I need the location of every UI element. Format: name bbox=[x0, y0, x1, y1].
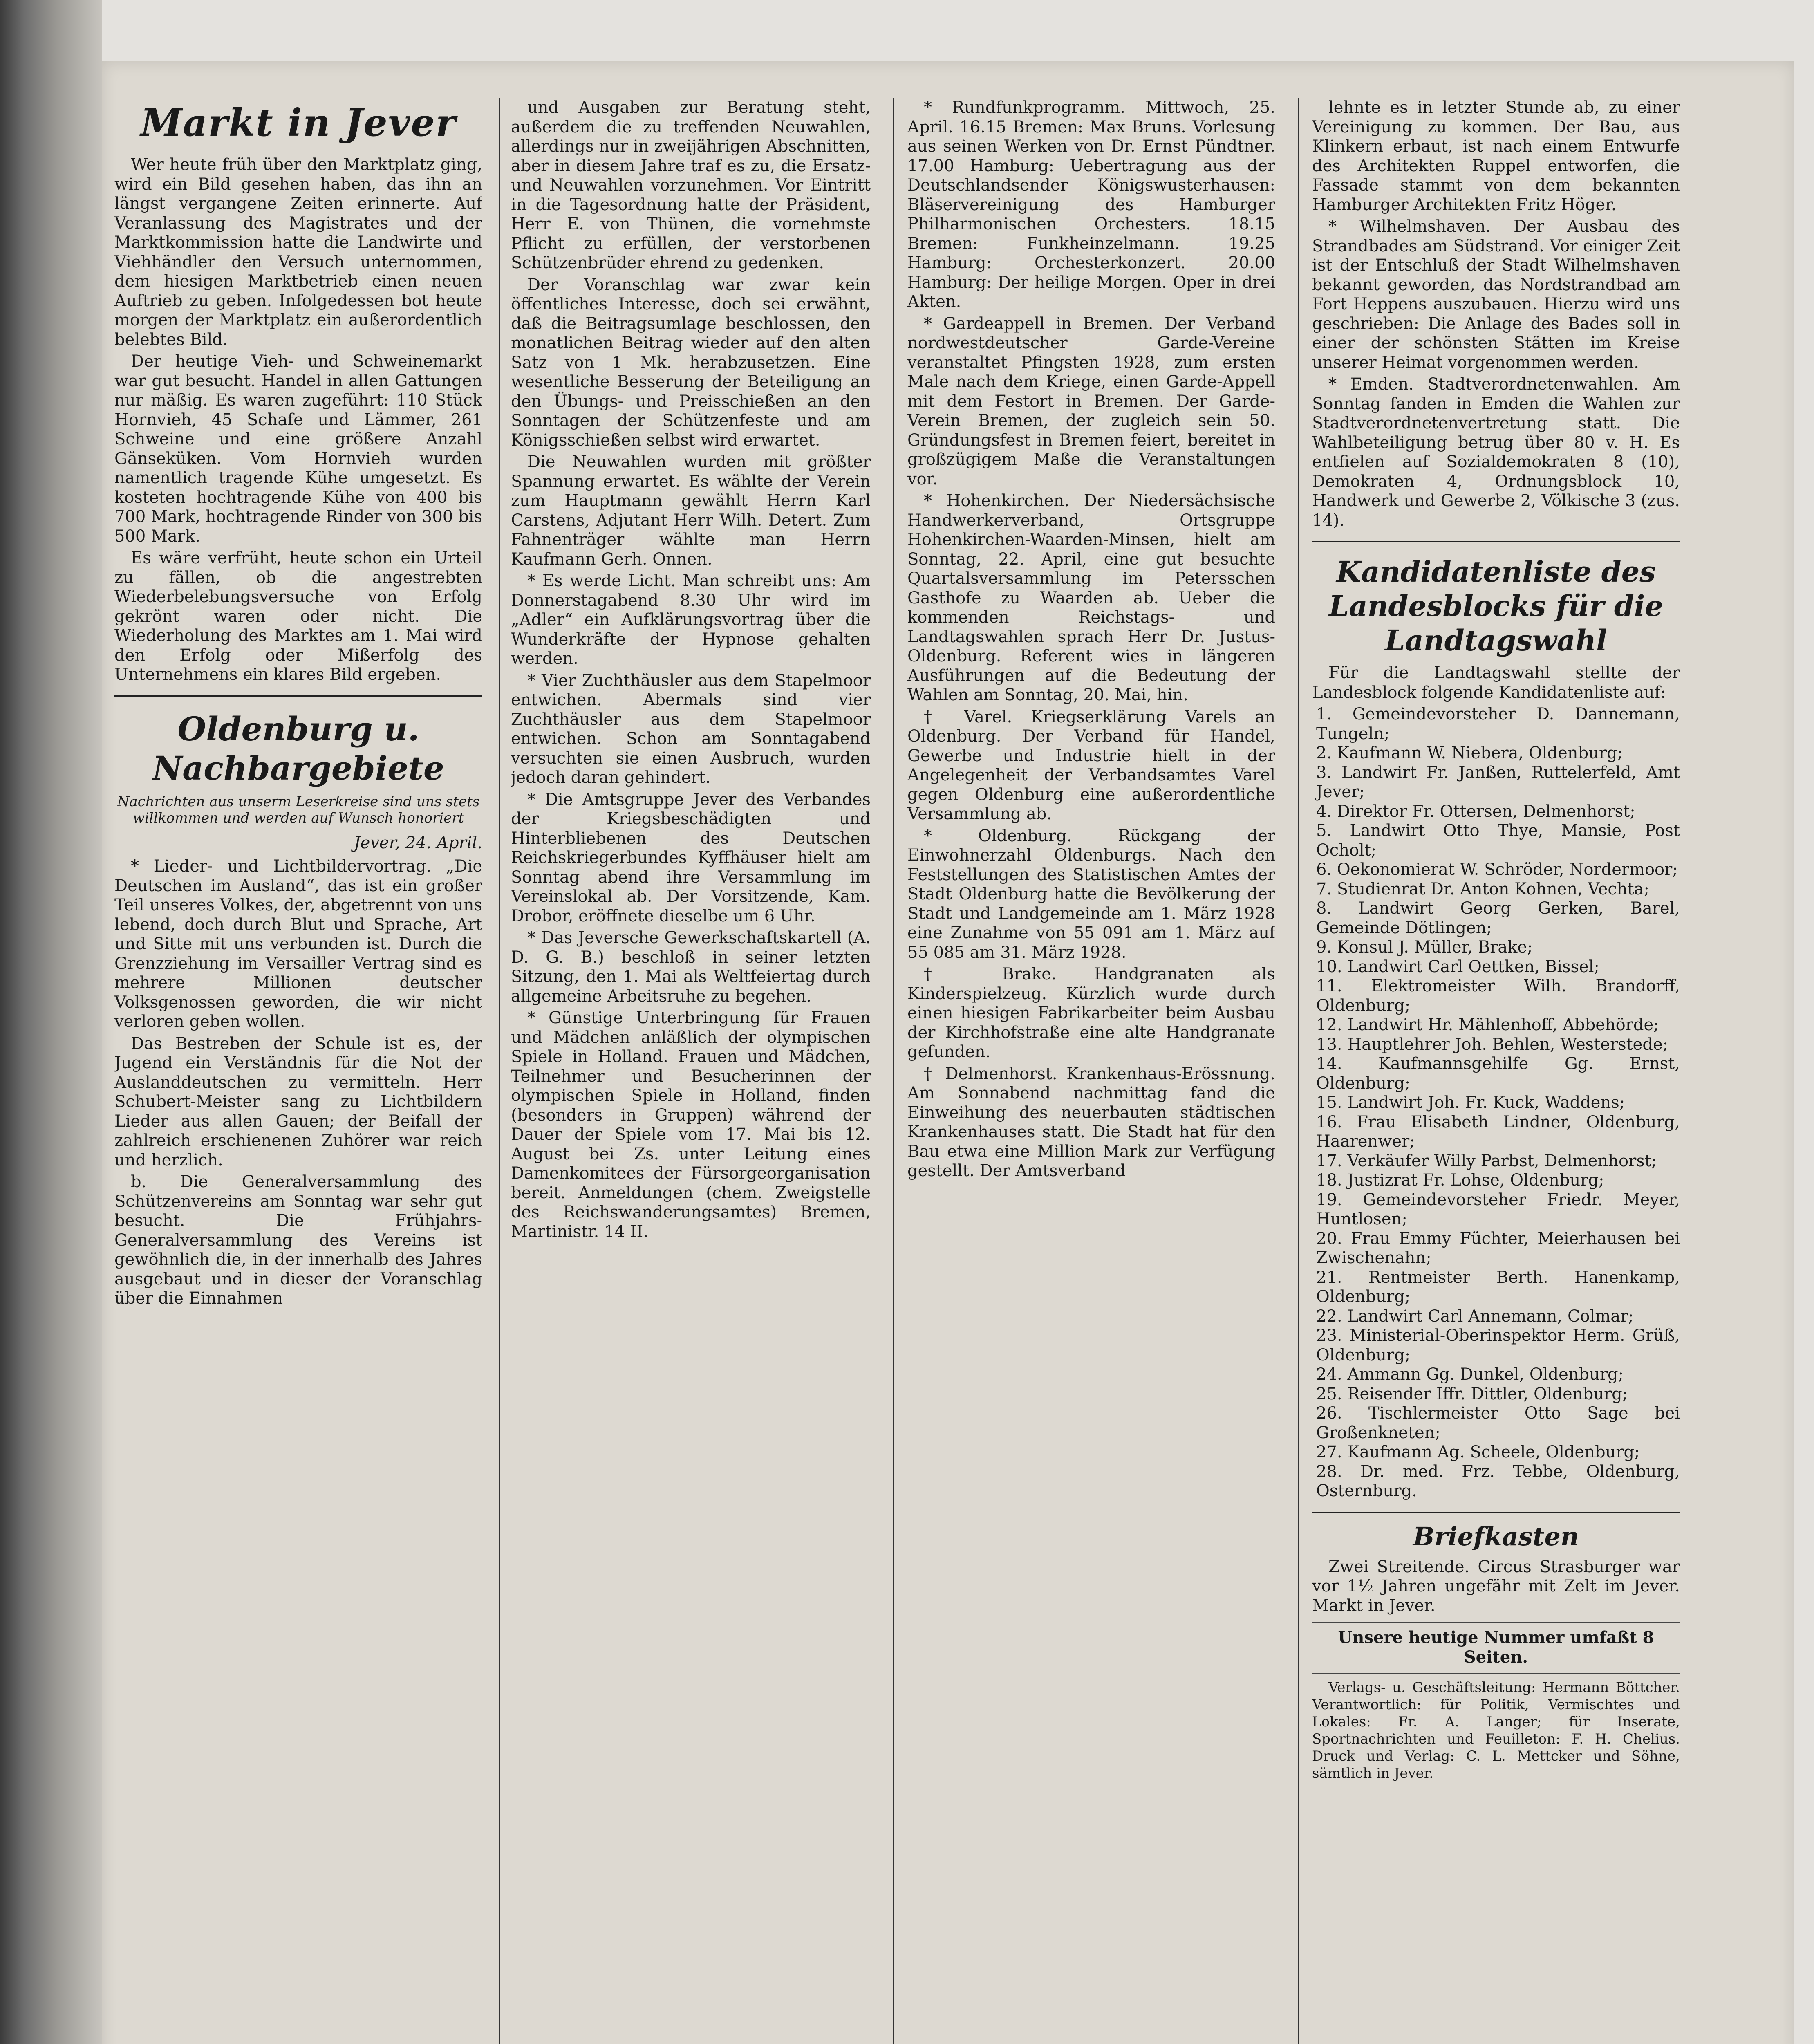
kandidat-item: 2. Kaufmann W. Niebera, Oldenburg; bbox=[1316, 744, 1623, 762]
column-rule bbox=[893, 98, 894, 2044]
kandidat-item: 13. Hauptlehrer Joh. Behlen, Westerstede; bbox=[1316, 1035, 1668, 1054]
kandidat-item: 9. Konsul J. Müller, Brake; bbox=[1316, 938, 1533, 957]
dateline: Jever, 24. April. bbox=[354, 833, 482, 852]
article-paragraph: † Delmenhorst. Krankenhaus-Erössnung. Am Sonnabend nachmittag fand die Einweihung des neuerbauten städtischen Krankenhauses statt. Die Stadt hat für den Bau etwa eine Million Mark zur Verfügung gestellt. Der Amtsverband bbox=[907, 1064, 1275, 1180]
column-rule bbox=[1298, 98, 1299, 2044]
column-4 bbox=[1312, 98, 1680, 2044]
kandidat-item: 12. Landwirt Hr. Mählenhoff, Abbehörde; bbox=[1316, 1015, 1659, 1034]
article-paragraph: * Das Jeversche Gewerkschaftskartell (A. D. G. B.) beschloß in seiner letzten Sitzung, den 1. Mai als Weltfeiertag durch allgemeine Arbeitsruhe zu begehen. bbox=[511, 928, 871, 1006]
kandidat-item: 22. Landwirt Carl Annemann, Colmar; bbox=[1316, 1307, 1634, 1326]
article-paragraph: † Brake. Handgranaten als Kinderspielzeug. Kürzlich wurde durch einen hiesigen Fabrikarbeiter beim Ausbau der Kirchhofstraße eine alte Handgranate gefunden. bbox=[907, 965, 1275, 1061]
kandidat-item: 26. Tischlermeister Otto Sage bei Großenkneten; bbox=[1316, 1404, 1680, 1442]
article-paragraph: b. Die Generalversammlung des Schützenvereins am Sonntag war sehr gut besucht. Die Frühjahrs-Generalversammlung des Vereins ist gewöhnlich die, in der innerhalb des Jahres ausgebaut und in dieser der Voranschlag über die Einnahmen bbox=[114, 1172, 482, 1308]
article-paragraph: lehnte es in letzter Stunde ab, zu einer Vereinigung zu kommen. Der Bau, aus Klinkern erbaut, ist nach einem Entwurfe des Architekten Ruppel entworfen, die Fassade stammt von dem bekannten Hamburger Architekten Fritz Höger. bbox=[1312, 98, 1680, 214]
kandidaten-list bbox=[1312, 705, 1680, 1501]
divider bbox=[1312, 1673, 1680, 1674]
kandidat-item: 15. Landwirt Joh. Fr. Kuck, Waddens; bbox=[1316, 1093, 1625, 1112]
kandidat-item: 17. Verkäufer Willy Parbst, Delmenhorst; bbox=[1316, 1151, 1657, 1170]
kandidat-item: 21. Rentmeister Berth. Hanenkamp, Oldenburg; bbox=[1316, 1268, 1680, 1306]
article-paragraph: * Emden. Stadtverordnetenwahlen. Am Sonntag fanden in Emden die Wahlen zur Stadtverordnetenvertretung statt. Die Wahlbeteiligung betrug über 80 v. H. Es entfielen auf Sozialdemokraten 8 (10), Demokraten 4, Ordnungsblock 10, Handwerk und Gewerbe 2, Völkische 3 (zus. 14). bbox=[1312, 375, 1680, 530]
article-paragraph: * Günstige Unterbringung für Frauen und Mädchen anläßlich der olympischen Spiele in Holland. Frauen und Mädchen, Teilnehmer und Besucherinnen der olympischen Spiele in Holland, finden (besonders in Gruppen) während der Dauer der Spiele vom 17. Mai bis 12. August bei Zs. unter Leitung eines Damenkomitees der Fürsorgeorganisation bereit. Anmeldungen (chem. Zweigstelle des Reichswanderungsamtes) Bremen, Martinistr. 14 II. bbox=[511, 1009, 871, 1241]
newspaper-page bbox=[102, 61, 1794, 2044]
kandidat-item: 3. Landwirt Fr. Janßen, Ruttelerfeld, Amt Jever; bbox=[1316, 763, 1680, 801]
article-paragraph: * Lieder- und Lichtbildervortrag. „Die Deutschen im Ausland“, das ist ein großer Teil unseres Volkes, der, abgetrennt von uns lebend, doch durch Blut und Sprache, Art und Sitte mit uns verbunden ist. Durch die Grenzziehung im Versailler Vertrag sind es mehrere Millionen deutscher Volksgenossen geworden, die wir nicht verloren geben wollen. bbox=[114, 857, 482, 1031]
impressum: Verlags- u. Geschäftsleitung: Hermann Böttcher. Verantwortlich: für Politik, Vermischtes und Lokales: Fr. A. Langer; für Inserate, Sportnachrichten und Feuilleton: F. H. Chelius. Druck und Verlag: C. L. Mettcker und Söhne, sämtlich in Jever. bbox=[1312, 1679, 1680, 1782]
article-paragraph: Der heutige Vieh- und Schweinemarkt war gut besucht. Handel in allen Gattungen nur mäßig. Es waren zugeführt: 110 Stück Hornvieh, 45 Schafe und Lämmer, 261 Schweine und eine größere Anzahl Gänseküken. Vom Hornvieh wurden namentlich tragende Kühe umgesetzt. Es kosteten hochtragende Kühe von 400 bis 700 Mark, hochtragende Rinder von 300 bis 500 Mark. bbox=[114, 352, 482, 546]
page-count-note: Unsere heutige Nummer umfaßt 8 Seiten. bbox=[1338, 1628, 1654, 1667]
article-paragraph: * Gardeappell in Bremen. Der Verband nordwestdeutscher Garde-Vereine veranstaltet Pfingsten 1928, zum ersten Male nach dem Kriege, einen Garde-Appell mit dem Festort in Bremen. Der Garde-Verein Bremen, der zugleich sein 50. Gründungsfest in Bremen feiert, bereitet in großzügigem Maße die Veranstaltungen vor. bbox=[907, 314, 1275, 489]
column-rule bbox=[499, 98, 500, 2044]
article-paragraph: Es wäre verfrüht, heute schon ein Urteil zu fällen, ob die angestrebten Wiederbelebungsversuche von Erfolg gekrönt waren oder nicht. Die Wiederholung des Marktes am 1. Mai wird den Erfolg oder Mißerfolg des Unternehmens ein klares Bild ergeben. bbox=[114, 549, 482, 684]
kandidat-item: 24. Ammann Gg. Dunkel, Oldenburg; bbox=[1316, 1365, 1624, 1384]
kandidatenliste-intro: Für die Landtagswahl stellte der Landesblock folgende Kandidatenliste auf: bbox=[1312, 663, 1680, 702]
headline-markt: Markt in Jever bbox=[140, 101, 457, 145]
briefkasten-text: Zwei Streitende. Circus Strasburger war vor 1½ Jahren ungefähr mit Zelt im Jever. Markt in Jever. bbox=[1312, 1557, 1680, 1615]
article-paragraph: Die Neuwahlen wurden mit größter Spannung erwartet. Es wählte der Verein zum Hauptmann gewählt Herrn Karl Carstens, Adjutant Herr Wilh. Detert. Zum Fahnenträger wählte man Herrn Kaufmann Gerh. Onnen. bbox=[511, 453, 871, 569]
article-paragraph: und Ausgaben zur Beratung steht, außerdem die zu treffenden Neuwahlen, allerdings nur in zweijährigen Abschnitten, aber in diesem Jahre traf es zu, die Ersatz- und Neuwahlen vorzunehmen. Vor Eintritt in die Tagesordnung hatte der Präsident, Herr E. von Thünen, die vornehmste Pflicht zu erfüllen, der verstorbenen Schützenbrüder ehrend zu gedenken. bbox=[511, 98, 871, 272]
article-paragraph: * Hohenkirchen. Der Niedersächsische Handwerkerverband, Ortsgruppe Hohenkirchen-Waarden-Minsen, hielt am Sonntag, 22. April, eine gut besuchte Quartalsversammlung im Petersschen Gasthofe zu Waarden ab. Ueber die kommenden Reichstags- und Landtagswahlen sprach Herr Dr. Justus-Oldenburg. Referent wies in längeren Ausführungen auf die Bedeutung der Wahlen am Sonntag, 20. Mai, hin. bbox=[907, 491, 1275, 704]
kandidat-item: 10. Landwirt Carl Oettken, Bissel; bbox=[1316, 957, 1600, 976]
book-binding bbox=[0, 0, 102, 2044]
section-subtitle: Nachrichten aus unserm Leserkreise sind uns stets willkommen und werden auf Wunsch honoriert bbox=[117, 793, 480, 826]
article-paragraph: * Wilhelmshaven. Der Ausbau des Strandbades am Südstrand. Vor einiger Zeit ist der Entschluß der Stadt Wilhelmshaven bekannt geworden, das Nordstrandbad am Fort Heppens auszubauen. Hierzu wird uns geschrieben: Die Anlage des Bades soll in einer der schönsten Stätten im Kreise unserer Heimat vorgenommen werden. bbox=[1312, 217, 1680, 372]
briefkasten-title: Briefkasten bbox=[1413, 1521, 1579, 1551]
article-paragraph: Wer heute früh über den Marktplatz ging, wird ein Bild gesehen haben, das ihn an längst vergangene Zeiten erinnerte. Auf Veranlassung des Magistrates und der Marktkommission hatte die Landwirte und Viehhändler den Versuch unternommen, dem hiesigen Marktbetrieb einen neuen Auftrieb zu geben. Infolgedessen bot heute morgen der Marktplatz ein außerordentlich belebtes Bild. bbox=[114, 155, 482, 349]
kandidat-item: 6. Oekonomierat W. Schröder, Nordermoor; bbox=[1316, 860, 1678, 879]
kandidat-item: 16. Frau Elisabeth Lindner, Oldenburg, Haarenwer; bbox=[1316, 1112, 1680, 1151]
kandidat-item: 18. Justizrat Fr. Lohse, Oldenburg; bbox=[1316, 1171, 1604, 1190]
kandidat-item: 23. Ministerial-Oberinspektor Herm. Grüß, Oldenburg; bbox=[1316, 1326, 1680, 1365]
kandidat-item: 19. Gemeindevorsteher Friedr. Meyer, Huntlosen; bbox=[1316, 1190, 1680, 1228]
section-divider bbox=[114, 695, 482, 697]
article-paragraph: Das Bestreben der Schule ist es, der Jugend ein Verständnis für die Not der Auslanddeutschen zu vermitteln. Herr Schubert-Meister sang zu Lichtbildern Lieder aus allen Gauen; der Beifall der zahlreich erschienenen Zuhörer war reich und herzlich. bbox=[114, 1034, 482, 1170]
kandidatenliste-title: Kandidatenliste des Landesblocks für die Landtagswahl bbox=[1329, 555, 1663, 657]
article-paragraph: * Rundfunkprogramm. Mittwoch, 25. April. 16.15 Bremen: Max Bruns. Vorlesung aus seinen Werken von Dr. Ernst Pündtner. 17.00 Hamburg: Uebertragung aus der Deutschlandsender Königswusterhausen: Bläservereinigung des Hamburger Philharmonischen Orchesters. 18.15 Bremen: Funkheinzelmann. 19.25 Hamburg: Orchesterkonzert. 20.00 Hamburg: Der heilige Morgen. Oper in drei Akten. bbox=[907, 98, 1275, 311]
article-paragraph: * Es werde Licht. Man schreibt uns: Am Donnerstagabend 8.30 Uhr wird im „Adler“ ein Aufklärungsvortrag über die Wunderkräfte der Hypnose gehalten werden. bbox=[511, 572, 871, 668]
kandidat-item: 7. Studienrat Dr. Anton Kohnen, Vechta; bbox=[1316, 879, 1649, 899]
divider bbox=[1312, 1622, 1680, 1623]
column-2 bbox=[511, 98, 871, 2044]
article-paragraph: * Die Amtsgruppe Jever des Verbandes der Kriegsbeschädigten und Hinterbliebenen des Deutschen Reichskriegerbundes Kyffhäuser hielt am Sonntag abend ihre Versammlung im Vereinslokal ab. Der Vorsitzende, Kam. Drobor, eröffnete dieselbe um 6 Uhr. bbox=[511, 790, 871, 926]
kandidat-item: 27. Kaufmann Ag. Scheele, Oldenburg; bbox=[1316, 1443, 1640, 1461]
section-divider bbox=[1312, 1512, 1680, 1513]
kandidat-item: 8. Landwirt Georg Gerken, Barel, Gemeinde Dötlingen; bbox=[1316, 899, 1680, 937]
column-3 bbox=[907, 98, 1275, 2044]
article-paragraph: * Oldenburg. Rückgang der Einwohnerzahl Oldenburgs. Nach den Feststellungen des Statistischen Amtes der Stadt Oldenburg hatte die Bevölkerung der Stadt und Landgemeinde am 1. März 1928 eine Zunahme von 55 091 am 1. März auf 55 085 am 31. März 1928. bbox=[907, 826, 1275, 962]
article-paragraph: * Vier Zuchthäusler aus dem Stapelmoor entwichen. Abermals sind vier Zuchthäusler aus dem Stapelmoor entwichen. Schon am Sonntagabend versuchten sie einen Ausbruch, wurden jedoch daran gehindert. bbox=[511, 671, 871, 787]
article-paragraph: † Varel. Kriegserklärung Varels an Oldenburg. Der Verband für Handel, Gewerbe und Industrie hielt in der Angelegenheit der Verbandsamtes Varel gegen Oldenburg eine außerordentliche Versammlung ab. bbox=[907, 707, 1275, 823]
article-paragraph: Der Voranschlag war zwar kein öffentliches Interesse, doch sei erwähnt, daß die Beitragsumlage beschlossen, den monatlichen Beitrag wieder auf den alten Satz von 1 Mk. herabzusetzen. Eine wesentliche Besserung der Beteiligung an den Übungs- und Preisschießen an den Sonntagen der Schützenfeste und am Königsschießen selbst wird erwartet. bbox=[511, 275, 871, 450]
column-1 bbox=[114, 98, 482, 2044]
kandidat-item: 11. Elektromeister Wilh. Brandorff, Oldenburg; bbox=[1316, 977, 1680, 1015]
kandidat-item: 20. Frau Emmy Füchter, Meierhausen bei Zwischenahn; bbox=[1316, 1229, 1680, 1267]
kandidat-item: 28. Dr. med. Frz. Tebbe, Oldenburg, Osternburg. bbox=[1316, 1462, 1680, 1500]
kandidat-item: 1. Gemeindevorsteher D. Dannemann, Tungeln; bbox=[1316, 705, 1680, 743]
kandidat-item: 25. Reisender Iffr. Dittler, Oldenburg; bbox=[1316, 1384, 1628, 1403]
kandidat-item: 14. Kaufmannsgehilfe Gg. Ernst, Oldenburg; bbox=[1316, 1054, 1680, 1093]
kandidat-item: 4. Direktor Fr. Ottersen, Delmenhorst; bbox=[1316, 802, 1635, 821]
kandidat-item: 5. Landwirt Otto Thye, Mansie, Post Ocholt; bbox=[1316, 821, 1680, 860]
section-divider bbox=[1312, 541, 1680, 542]
section-title: Oldenburg u. Nachbargebiete bbox=[152, 709, 444, 787]
